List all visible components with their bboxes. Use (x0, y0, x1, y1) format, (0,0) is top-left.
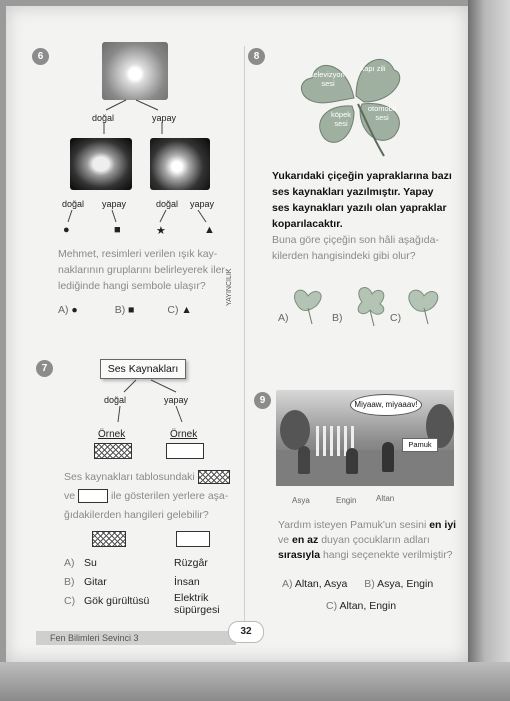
option-letter: A) (282, 578, 293, 590)
option-letter: B) (114, 304, 126, 316)
q7-text: Ses kaynakları tablosundaki (64, 471, 195, 483)
q6-right-sub-natural: doğal (156, 199, 179, 209)
q9-options-row (282, 578, 472, 590)
bottom-shadow (0, 662, 510, 701)
worksheet-page (6, 6, 468, 662)
q6-option-b[interactable] (115, 304, 135, 316)
option-letter: C) (167, 304, 179, 316)
q6-left-sub-natural: doğal (62, 199, 85, 209)
option-text: Asya, Engin (377, 578, 434, 590)
q8-question-line: Yukarıdaki çiçeğin yapraklarına bazı (272, 170, 452, 182)
leaf-label-doorbell: kapı zili (360, 64, 386, 73)
q6-top-arrows (66, 98, 226, 138)
sound-sources-title-box: Ses Kaynakları (100, 359, 186, 379)
child-name-engin: Engin (336, 496, 357, 505)
option-symbol: ▲ (181, 304, 192, 316)
q7-hatched-box (94, 443, 132, 459)
q7-text: ile gösterilen yerlere aşa- (110, 490, 229, 502)
q9-text-bold: en az (292, 534, 319, 546)
candle-photo (150, 138, 210, 190)
option-right: İnsan (174, 576, 200, 588)
leaf-label-car: otomobil sesi (367, 104, 397, 122)
q8-option-leaves (282, 282, 472, 328)
q9-option-b[interactable] (364, 578, 433, 590)
option-right: Rüzgâr (174, 557, 208, 569)
speech-bubble: Miyaaw, miyaaav! (350, 394, 422, 416)
q7-option-c[interactable] (64, 592, 244, 616)
q6-question-line: naklarının gruplarını belirleyerek iler- (58, 264, 229, 276)
q6-option-a[interactable] (58, 304, 78, 316)
q7-question-text (64, 468, 244, 525)
q6-label-natural: doğal (92, 113, 115, 123)
q6-option-c[interactable] (167, 304, 191, 316)
publisher-vertical-text: YAYINCILIK (226, 268, 233, 306)
q7-column-blank-box (176, 531, 210, 547)
q6-symbol-triangle: ▲ (204, 224, 215, 236)
column-divider (244, 46, 245, 626)
q7-branch-artificial: yapay (164, 395, 189, 405)
option-letter: C) (64, 595, 76, 607)
cat-name-label: Pamuk (402, 438, 438, 452)
q9-text-bold: iyi (444, 519, 457, 531)
option-letter: B) (364, 578, 375, 590)
option-letter: A) (58, 304, 69, 316)
q9-text: hangi seçenekte verilmiştir? (322, 549, 453, 561)
q9-text-bold: en (429, 519, 442, 531)
sun-photo (102, 42, 168, 100)
q8-question-line: Buna göre çiçeğin son hâli aşağıda- (272, 234, 439, 246)
q6-question-text (58, 246, 238, 294)
q9-question-text (278, 518, 470, 563)
option-symbol: ■ (128, 304, 135, 316)
q6-bottom-arrows (62, 206, 222, 228)
scene-tree (280, 410, 310, 450)
q7-question-line (64, 487, 244, 506)
leaf-label-tv: televizyon sesi (311, 70, 345, 88)
option-text: Altan, Engin (339, 600, 397, 612)
q8-question-line: koparılacaktır. (272, 218, 343, 230)
q7-text: ve (64, 490, 76, 502)
child-figure-altan (382, 442, 394, 472)
q8-option-b[interactable]: B) (332, 312, 343, 324)
question-7-number: 7 (36, 360, 53, 377)
option-letter: B) (64, 576, 75, 588)
question-8-number: 8 (248, 48, 265, 65)
q9-text: Yardım isteyen Pamuk'un sesini (278, 519, 427, 531)
q7-question-line: ğıdakilerden hangileri gelebilir? (64, 509, 209, 521)
binding-strip (468, 0, 510, 701)
q9-option-a[interactable] (282, 578, 347, 590)
q8-question-line: ses kaynakları yazılmıştır. Yapay (272, 186, 434, 198)
q7-inline-hatched-box (198, 470, 230, 484)
q9-option-c[interactable] (326, 600, 396, 612)
q7-options (64, 554, 244, 616)
option-right: Elektrik süpürgesi (174, 592, 220, 616)
q7-example-right: Örnek (170, 429, 198, 440)
leaf-label-dog: köpek sesi (330, 110, 351, 128)
question-6-number: 6 (32, 48, 49, 65)
q8-option-a[interactable]: A) (278, 312, 289, 324)
q8-question-grey (272, 232, 468, 264)
q7-inline-blank-box (78, 489, 108, 503)
q7-example-left: Örnek (98, 429, 126, 440)
q9-text: duyan çocukların adları (321, 534, 430, 546)
q8-question-bold (272, 168, 468, 232)
option-left: Gitar (84, 576, 107, 588)
q8-option-c[interactable]: C) (390, 312, 402, 324)
child-figure-asya (298, 446, 310, 474)
option-symbol: ● (71, 304, 78, 316)
page-number: 32 (228, 621, 264, 643)
q9-text-bold: sırasıyla (278, 549, 321, 561)
option-letter: A) (64, 557, 75, 569)
q9-text: ve (278, 534, 290, 546)
q6-options (58, 304, 238, 316)
q7-column-hatched-box (92, 531, 126, 547)
lamp-photo (70, 138, 132, 190)
q8-question-line: kilerden hangisindeki gibi olur? (272, 250, 416, 262)
option-text: Altan, Asya (294, 578, 348, 590)
q7-question-line (64, 468, 244, 487)
child-name-altan: Altan (376, 494, 395, 503)
q6-symbol-square: ■ (114, 224, 121, 236)
q6-label-artificial: yapay (152, 113, 177, 123)
option-letter: C) (326, 600, 338, 612)
q7-option-b[interactable] (64, 573, 244, 592)
option-left: Gök gürültüsü (84, 595, 150, 607)
q7-option-a[interactable] (64, 554, 244, 573)
question-9-number: 9 (254, 392, 271, 409)
q6-left-sub-artificial: yapay (102, 199, 127, 209)
q7-branch-natural: doğal (104, 395, 127, 405)
clover-flower (276, 40, 426, 160)
child-name-asya: Asya (292, 496, 310, 505)
q8-question-line: ses kaynakları yazılı olan yapraklar (272, 202, 447, 214)
q6-symbol-circle: ● (63, 224, 70, 236)
option-left: Su (84, 557, 97, 569)
q6-symbol-star: ★ (156, 225, 166, 237)
q6-question-line: Mehmet, resimleri verilen ışık kay- (58, 248, 218, 260)
child-figure-engin (346, 448, 358, 474)
q7-blank-box (166, 443, 204, 459)
q6-question-line: lediğinde hangi sembole ulaşır? (58, 280, 206, 292)
footer-brand: Fen Bilimleri Sevinci 3 (50, 633, 139, 643)
q6-right-sub-artificial: yapay (190, 199, 215, 209)
